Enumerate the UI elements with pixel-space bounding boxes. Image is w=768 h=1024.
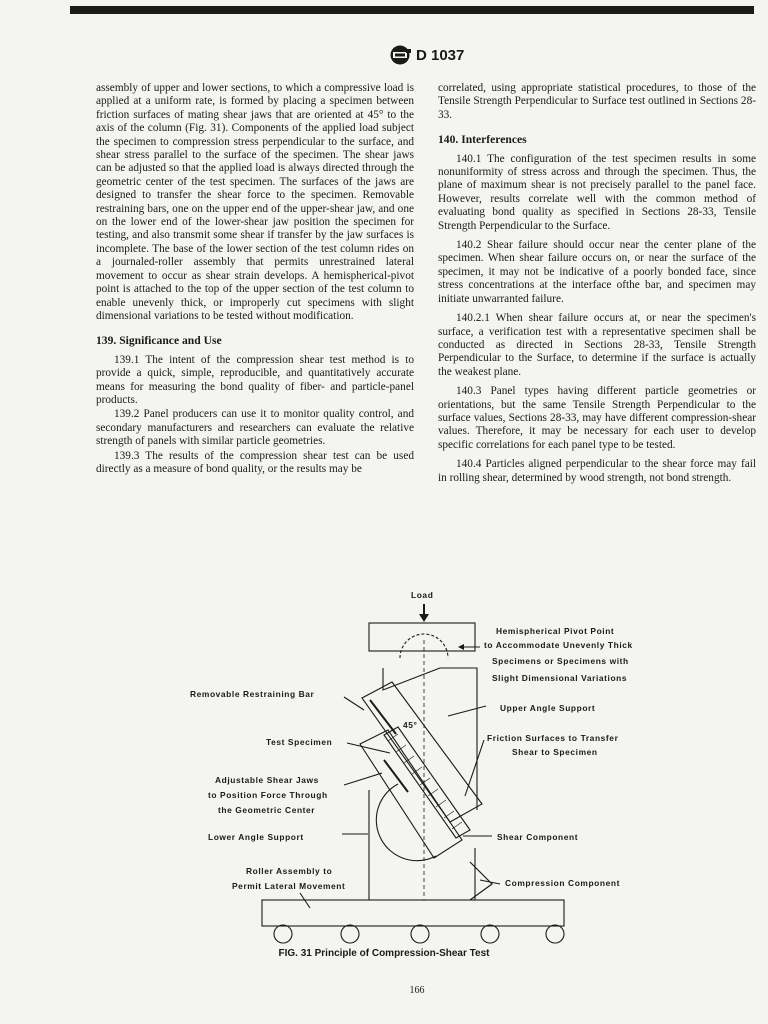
label-shear-component: Shear Component <box>497 832 579 842</box>
paragraph-139-1: 139.1 The intent of the compression shear test method is to provide a quick, simple, reproducible, and quantitatively accurate means for measuring the bond quality of fiber- and particle-panel products. <box>96 353 414 406</box>
label-compression-component: Compression Component <box>505 878 620 888</box>
label-roller-2: Permit Lateral Movement <box>232 881 346 891</box>
label-pivot-3: Specimens or Specimens with <box>492 656 629 666</box>
label-upper-support: Upper Angle Support <box>500 703 596 713</box>
intro-paragraph: assembly of upper and lower sections, to which a compressive load is applied at a uniform rate, is formed by placing a specimen between friction surfaces of mating shear jaws that are oriented at 45° to the axis of the column (Fig. 31). Components of the applied load subject the specimen to compression stress perpendicular to the surface, and shear stress parallel to the surface of the specimen. The shear jaws can be adjusted so that the applied load is always directed through the geometric center of the test specimen. The surfaces of the jaws are designed to transfer the shear force to the specimen. Removable restraining bars, one on the upper end of the upper-shear jaw, and one on the lower end of the lower-shear jaw position the specimen for testing, and also transmit some shear if transfer by the jaw surfaces is incomplete. The base of the lower section of the test column rides on a journaled-roller assembly that permits unrestrained lateral movement to occur as shear strain develops. A hemispherical-pivot point is attached to the top of the upper section of the test column to enable unevenly thick, or improperly cut specimens with slight dimensional variations to be tested without modification. <box>96 82 414 322</box>
continued-paragraph: correlated, using appropriate statistical procedures, to those of the Tensile Strength Perpendicular to Surface test outlined in Sections 28-33. <box>438 82 756 121</box>
label-friction-2: Shear to Specimen <box>512 747 598 757</box>
load-arrowhead <box>419 614 429 622</box>
roller-4 <box>481 925 499 943</box>
label-lower-support: Lower Angle Support <box>208 832 304 842</box>
paragraph-139-2: 139.2 Panel producers can use it to monitor quality control, and secondary manufacturers and researchers can evaluate the relative strength of panels with similar particle geometries. <box>96 408 414 448</box>
leader-friction-surfaces <box>465 740 484 796</box>
compression-shear-figure <box>180 585 660 970</box>
astm-logo-icon <box>388 44 412 66</box>
leader-shear-jaws <box>344 773 382 785</box>
roller-5 <box>546 925 564 943</box>
paragraph-140-1: 140.1 The configuration of the test specimen results in some nonuniformity of stress across and through the specimen. Thus, the plane of maximum shear is not precisely parallel to the panel face. However, results correlate well with the common method of evaluating bond quality as specified in Sections 28-33, Tensile Strength Perpendicular to the Surface. <box>438 152 756 232</box>
leader-test-specimen <box>347 743 390 753</box>
top-rule <box>70 6 754 14</box>
restraining-bar-upper <box>370 700 396 734</box>
paragraph-140-4: 140.4 Particles aligned perpendicular to the shear force may fail in rolling shear, determined by wood strength, not bond strength. <box>438 458 756 484</box>
force-vector <box>470 862 492 900</box>
label-test-specimen: Test Specimen <box>266 737 333 747</box>
label-pivot-4: Slight Dimensional Variations <box>492 673 628 683</box>
upper-angle-support-top <box>383 668 440 690</box>
section-heading-140: 140. Interferences <box>438 133 527 147</box>
paragraph-140-2-1: 140.2.1 When shear failure occurs at, or near the specimen's surface, a verification test with a representative specimen shall be conducted as directed in Sections 28-33, Tensile Strength Perpendicular to the Surface, to determine if the surface is actually the weakest plane. <box>438 312 756 378</box>
paragraph-140-2: 140.2 Shear failure should occur near the center plane of the specimen. When shear failure occurs on, or near the surface of the specimen, it may not be indicative of a poorly bonded face, since stress concentrations at the interface ofthe bar, and specimen may initiate unwarranted failure. <box>438 239 756 305</box>
leader-upper-support <box>448 706 486 716</box>
label-roller-1: Roller Assembly to <box>246 866 333 876</box>
leader-compression-component <box>480 880 500 884</box>
label-jaws-2: to Position Force Through <box>208 790 328 800</box>
label-restraining-bar: Removable Restraining Bar <box>190 689 315 699</box>
roller-3 <box>411 925 429 943</box>
leader-pivot-arrow <box>458 644 464 650</box>
label-jaws-3: the Geometric Center <box>218 805 316 815</box>
lower-jaw-curve <box>376 784 436 861</box>
figure-caption: FIG. 31 Principle of Compression-Shear Test <box>278 948 490 959</box>
label-friction-1: Friction Surfaces to Transfer <box>487 733 619 743</box>
right-column <box>438 82 756 485</box>
page-header <box>388 44 464 66</box>
load-label: Load <box>411 590 434 600</box>
standard-designation: D 1037 <box>416 46 465 64</box>
left-column <box>96 82 414 476</box>
upper-angle-support-side <box>440 668 477 810</box>
label-pivot-2: to Accommodate Unevenly Thick <box>484 640 633 650</box>
paragraph-140-3: 140.3 Panel types having different particle geometries or orientations, but the same Tensile Strength Perpendicular to the surface values, Sections 28-33, may have different compression-shear values. Therefore, it may be necessary for each user to develop specific correlations for each panel type to be tested. <box>438 385 756 451</box>
angle-label: 45° <box>403 720 418 730</box>
paragraph-139-3: 139.3 The results of the compression shear test can be used directly as a measure of bond quality, or the results may be <box>96 449 414 475</box>
section-heading-139: 139. Significance and Use <box>96 334 222 348</box>
leader-restraining-bar <box>344 697 364 710</box>
upper-shear-jaw <box>362 682 482 822</box>
page-number: 166 <box>409 985 425 996</box>
roller-1 <box>274 925 292 943</box>
label-pivot-1: Hemispherical Pivot Point <box>496 626 615 636</box>
roller-2 <box>341 925 359 943</box>
label-jaws-1: Adjustable Shear Jaws <box>215 775 319 785</box>
